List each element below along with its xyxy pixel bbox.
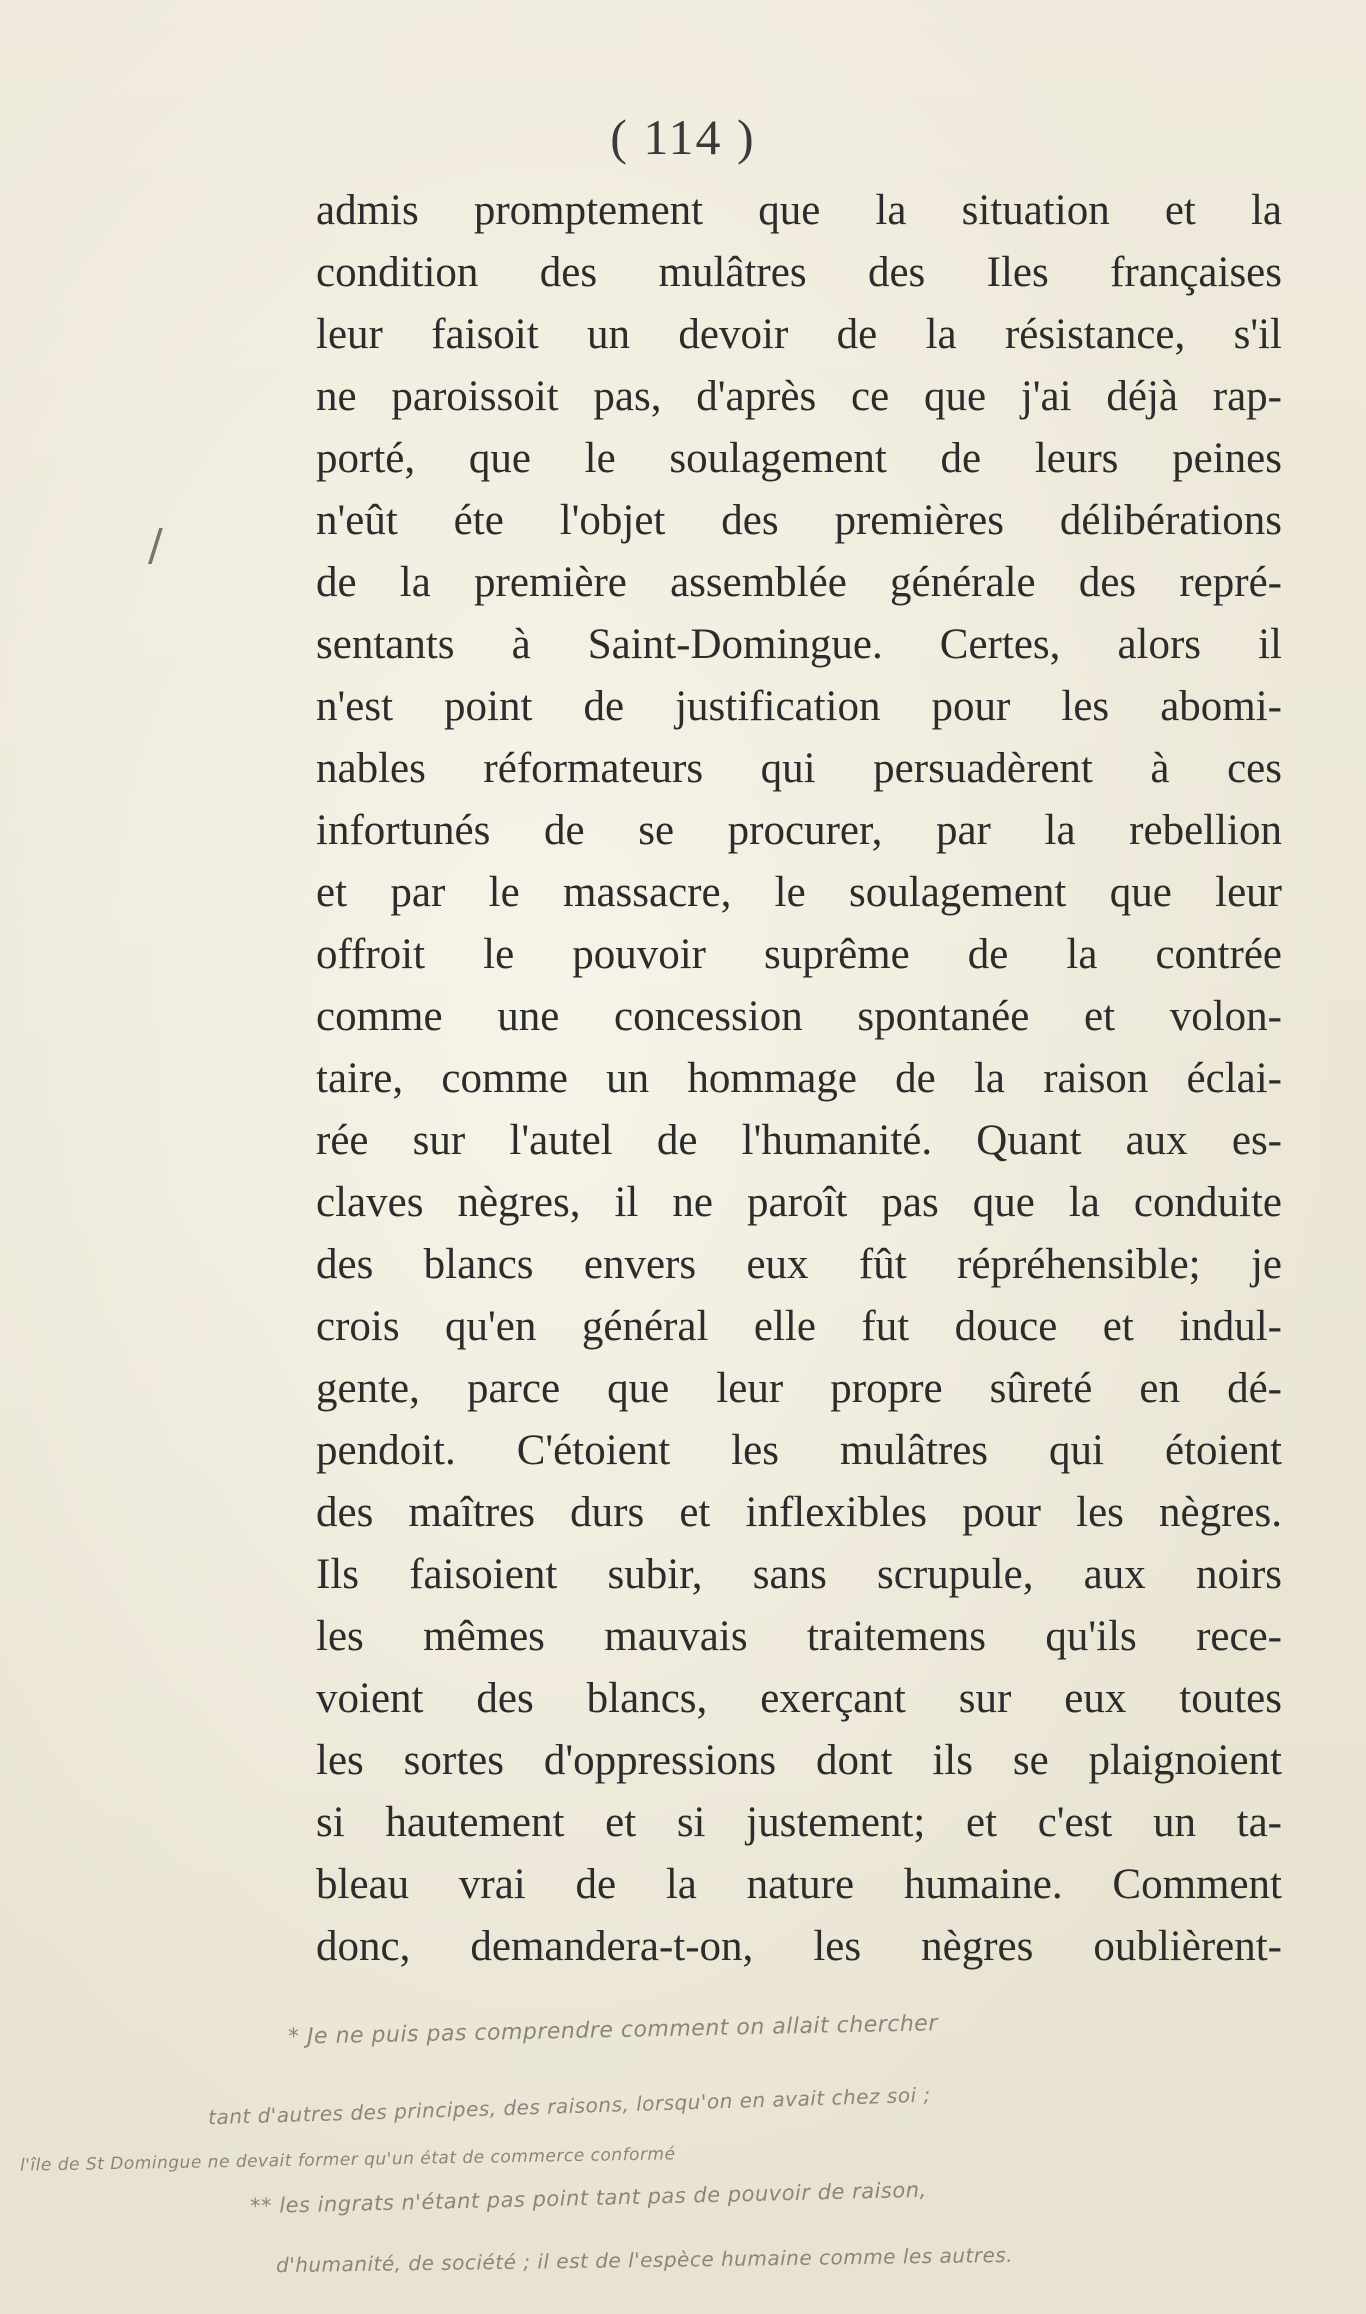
handwritten-note-line-5: d'humanité, de société ; il est de l'espèce humaine comme les autres.: [275, 2242, 1014, 2278]
handwritten-note-line-1: * Je ne puis pas comprendre comment on allait chercher: [287, 2011, 939, 2050]
text-line: des blancs envers eux fût répréhensible; je: [316, 1241, 1282, 1288]
text-line: ne paroissoit pas, d'après ce que j'ai déjà rap-: [316, 373, 1282, 420]
text-line: taire, comme un hommage de la raison éclai-: [316, 1055, 1282, 1102]
text-line: admis promptement que la situation et la: [316, 187, 1282, 234]
handwritten-note-line-4: ** les ingrats n'étant pas point tant pas de pouvoir de raison,: [249, 2177, 927, 2219]
text-line: Ils faisoient subir, sans scrupule, aux noirs: [316, 1551, 1282, 1598]
handwritten-note-line-2: tant d'autres des principes, des raisons, lorsqu'on en avait chez soi ;: [207, 2082, 931, 2130]
text-line: claves nègres, il ne paroît pas que la conduite: [316, 1179, 1282, 1226]
text-line: n'est point de justification pour les abomi-: [316, 683, 1282, 730]
text-line: donc, demandera-t-on, les nègres oublièrent-: [316, 1923, 1282, 1970]
text-line: offroit le pouvoir suprême de la contrée: [316, 931, 1282, 978]
text-line: rée sur l'autel de l'humanité. Quant aux es-: [316, 1117, 1282, 1164]
text-line: des maîtres durs et inflexibles pour les nègres.: [316, 1489, 1282, 1536]
body-text: [316, 180, 1282, 1978]
margin-tick-mark: /: [148, 520, 163, 571]
text-line: leur faisoit un devoir de la résistance, s'il: [316, 311, 1282, 358]
text-line: porté, que le soulagement de leurs peines: [316, 435, 1282, 482]
text-line: comme une concession spontanée et volon-: [316, 993, 1282, 1040]
text-line: crois qu'en général elle fut douce et indul-: [316, 1303, 1282, 1350]
text-line: voient des blancs, exerçant sur eux toutes: [316, 1675, 1282, 1722]
text-line: si hautement et si justement; et c'est un ta-: [316, 1799, 1282, 1846]
text-line: condition des mulâtres des Iles françaises: [316, 249, 1282, 296]
page-number: ( 114 ): [610, 109, 756, 165]
text-line: sentants à Saint-Domingue. Certes, alors il: [316, 621, 1282, 668]
text-line: et par le massacre, le soulagement que leur: [316, 869, 1282, 916]
text-line: n'eût éte l'objet des premières délibérations: [316, 497, 1282, 544]
text-line: de la première assemblée générale des repré-: [316, 559, 1282, 606]
text-line: bleau vrai de la nature humaine. Comment: [316, 1861, 1282, 1908]
text-line: pendoit. C'étoient les mulâtres qui étoient: [316, 1427, 1282, 1474]
text-line: gente, parce que leur propre sûreté en dé-: [316, 1365, 1282, 1412]
handwritten-note-line-3: l'île de St Domingue ne devait former qu'un état de commerce conformé: [19, 2144, 676, 2176]
text-line: les mêmes mauvais traitemens qu'ils rece-: [316, 1613, 1282, 1660]
text-line: les sortes d'oppressions dont ils se plaignoient: [316, 1737, 1282, 1784]
text-line: nables réformateurs qui persuadèrent à ces: [316, 745, 1282, 792]
text-line: infortunés de se procurer, par la rebellion: [316, 807, 1282, 854]
